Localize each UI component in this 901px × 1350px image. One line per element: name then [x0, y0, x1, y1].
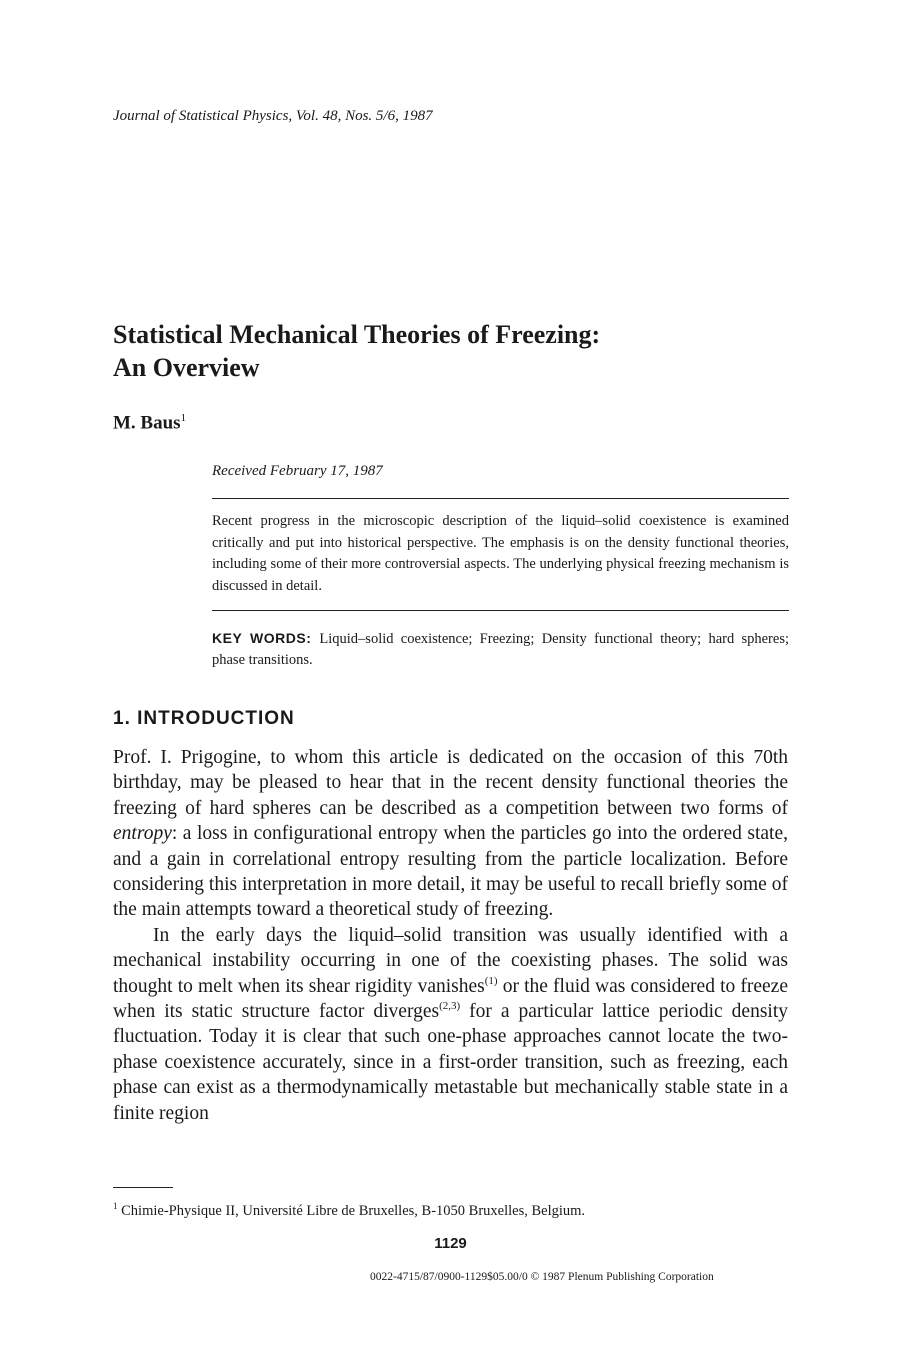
title-line-1: Statistical Mechanical Theories of Freezing: [113, 320, 601, 349]
body-text [113, 745, 788, 1126]
paragraph-1: Prof. I. Prigogine, to whom this article is dedicated on the occasion of this 70th birthday, may be pleased to hear that in the recent density functional theories the freezing of hard spheres can be described as a competition between two forms of entropy: a loss in configurational entropy when the particles go into the ordered state, and a gain in correlational entropy resulting from the particle localization. Before considering this interpretation in more detail, it may be useful to recall briefly some of the main attempts toward a theoretical study of freezing. [113, 747, 788, 921]
title-line-2: An Overview [113, 353, 260, 382]
page-number: 1129 [434, 1235, 467, 1252]
emphasis-entropy: entropy [113, 823, 172, 845]
abstract-top-rule [212, 498, 789, 499]
journal-citation: Journal of Statistical Physics, Vol. 48, Nos. 5/6, 1987 [113, 108, 433, 124]
footnote [113, 1201, 585, 1220]
article-title [113, 318, 793, 384]
section-heading: 1. INTRODUCTION [113, 708, 295, 729]
author-name: M. Baus [113, 412, 181, 434]
keywords-list: Liquid–solid coexistence; Freezing; Density functional theory; hard spheres; phase transitions. [212, 631, 789, 668]
citation-ref-1: (1) [484, 974, 498, 987]
abstract-bottom-rule [212, 610, 789, 611]
received-date: Received February 17, 1987 [212, 463, 383, 479]
paragraph-2: In the early days the liquid–solid transition was usually identified with a mechanical instability occurring in one of the coexisting phases. The solid was thought to melt when its shear rigidity vanishes$^{(1)}$ or the fluid was considered to freeze when its static structure factor diverges$^{(2,3)}$ for a particular lattice periodic density fluctuation. Today it is clear that such one-phase approaches cannot locate the two-phase coexistence accurately, since in a first-order transition, such as freezing, each phase can exist as a thermodynamically metastable but mechanically stable state in a finite region [113, 924, 789, 1124]
abstract: Recent progress in the microscopic description of the liquid–solid coexistence is examined critically and put into historical perspective. The emphasis is on the density functional theories, including some of their more controversial aspects. The underlying physical freezing mechanism is discussed in detail. [212, 513, 789, 594]
keywords-label: KEY WORDS: [212, 630, 312, 646]
copyright-line: 0022-4715/87/0900-1129$05.00/0 © 1987 Plenum Publishing Corporation [370, 1271, 714, 1283]
footnote-marker: 1 [113, 1201, 118, 1211]
footnote-text: Chimie-Physique II, Université Libre de Bruxelles, B-1050 Bruxelles, Belgium. [121, 1202, 586, 1219]
keywords [212, 628, 789, 671]
author-line [113, 412, 186, 434]
footnote-rule [113, 1187, 173, 1188]
citation-ref-2-3: (2,3) [439, 1000, 461, 1013]
author-footnote-marker: 1 [180, 412, 187, 424]
